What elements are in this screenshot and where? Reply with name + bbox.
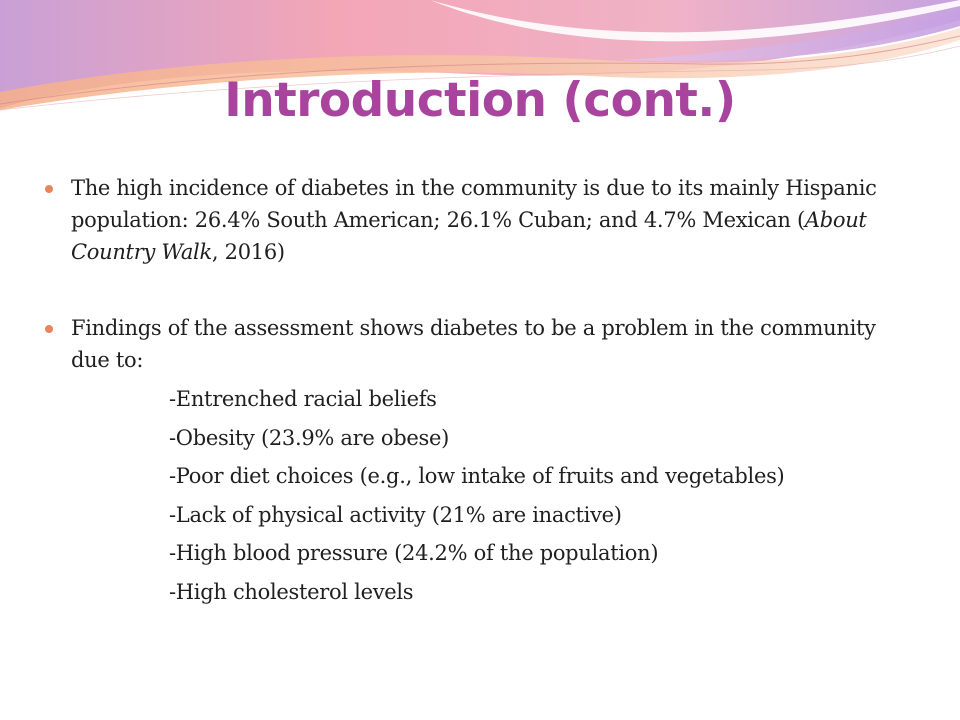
slide-title: Introduction (cont.) [224, 73, 736, 128]
finding-item: -High cholesterol levels [169, 579, 414, 604]
bullet-text: Findings of the assessment shows diabetes to be a problem in the community due to: [71, 316, 876, 372]
finding-item: -Lack of physical activity (21% are inactive) [169, 502, 622, 527]
finding-item: -Entrenched racial beliefs [169, 387, 437, 411]
bullet-item [40, 172, 920, 268]
bullet-item [40, 312, 920, 611]
finding-item: -High blood pressure (24.2% of the population) [169, 541, 659, 565]
bullet-dot-icon [45, 185, 53, 193]
finding-item: -Obesity (23.9% are obese) [169, 425, 450, 450]
bullet-text: The high incidence of diabetes in the community is due to its mainly Hispanic population: 26.4% South American; 26.1% Cuban; and 4.7% Mexican ( [71, 176, 877, 232]
findings-list [169, 380, 920, 611]
citation-title: About Country Walk [71, 208, 867, 264]
finding-item: -Poor diet choices (e.g., low intake of fruits and vegetables) [169, 464, 785, 488]
bullet-dot-icon [45, 325, 53, 333]
citation-year: , 2016) [211, 240, 285, 264]
slide-content [40, 172, 920, 611]
